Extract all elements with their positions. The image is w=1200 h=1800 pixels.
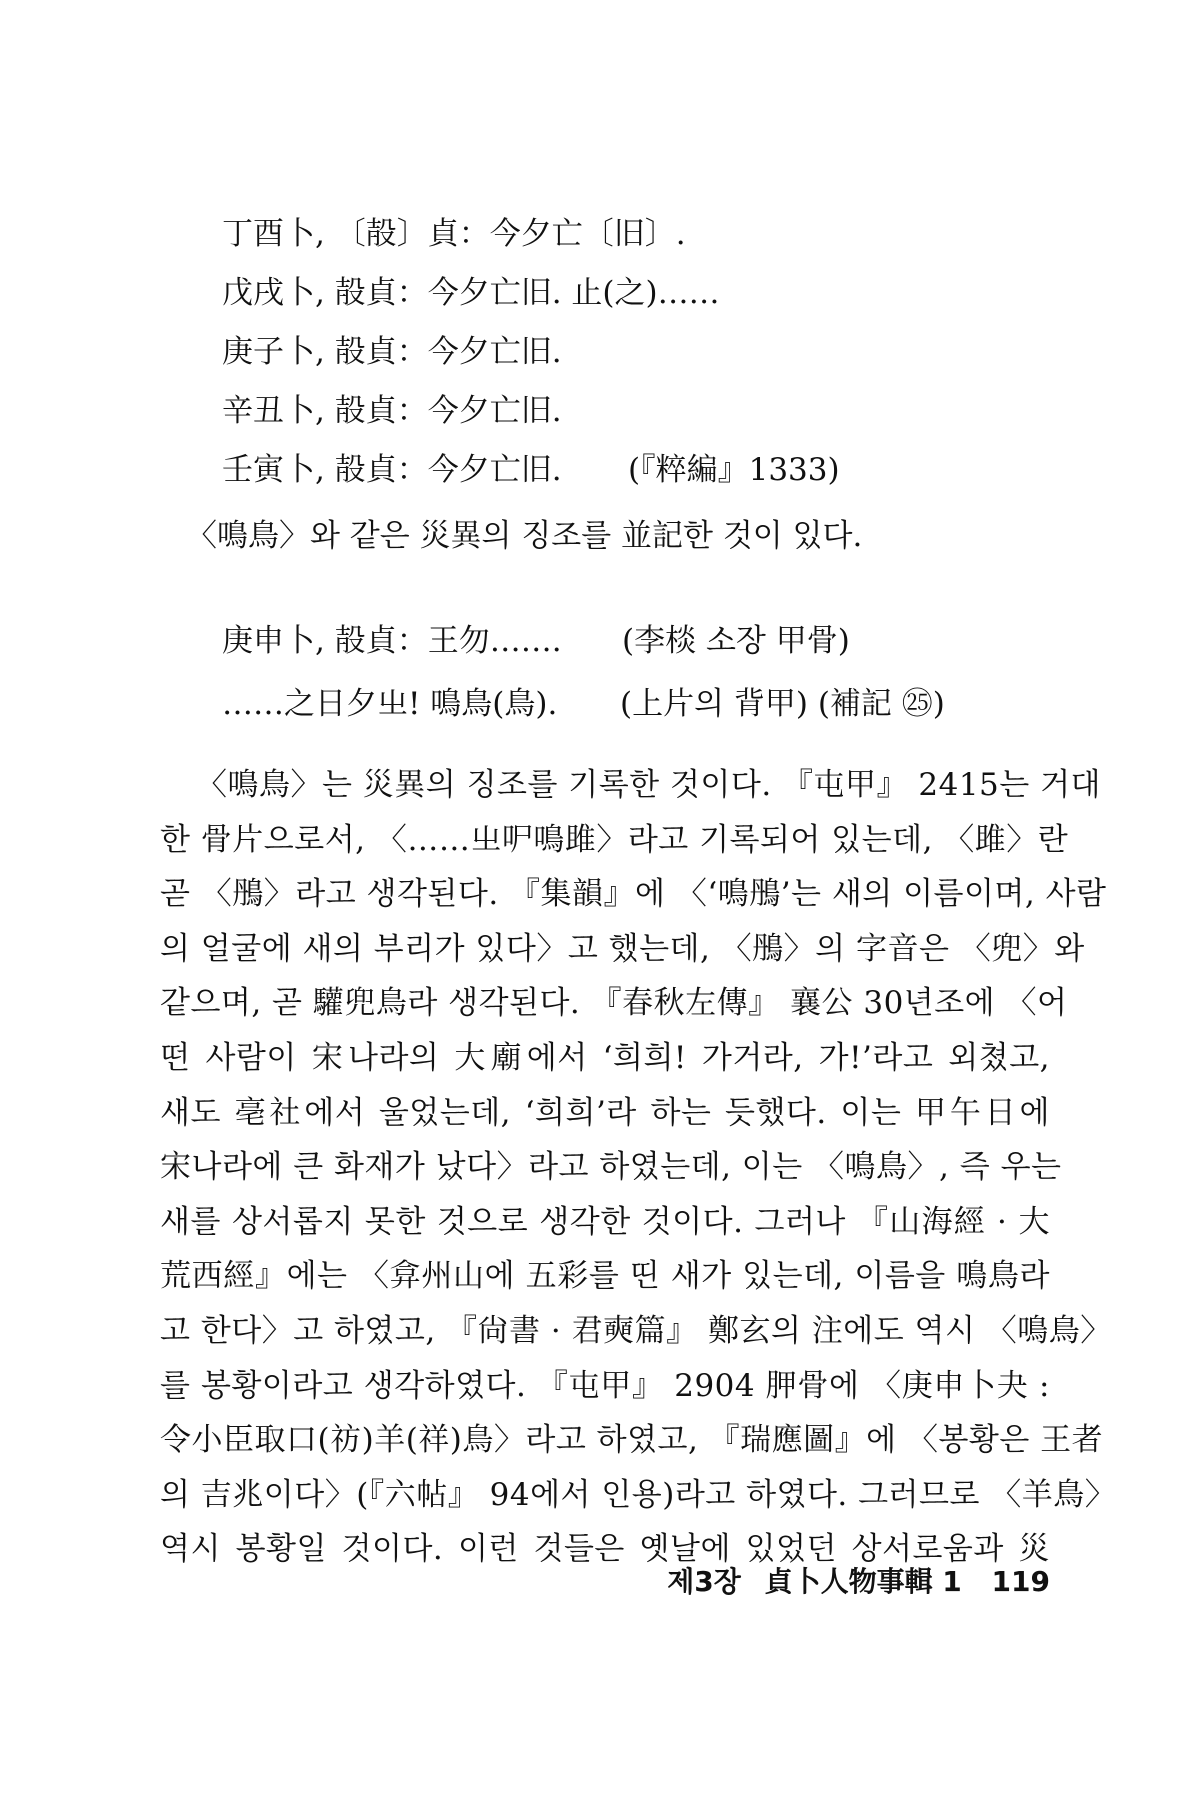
inscription-line: [222, 323, 1022, 382]
inscription-text: 辛丑卜, 㱿貞：今夕亡旧.: [222, 393, 562, 429]
footer-chapter: 제3장: [667, 1565, 741, 1598]
paragraph-line: 荒西經』에는 〈弇州山에 五彩를 띤 새가 있는데, 이름을 鳴鳥라: [160, 1258, 1050, 1295]
inscription-block-1: [222, 205, 1022, 500]
inscription-text: 丁酉卜, 〔㱿〕貞：今夕亡〔旧〕.: [222, 216, 686, 252]
paragraph-line: 宋나라에 큰 화재가 났다〉라고 하였는데, 이는 〈鳴鳥〉, 즉 우는: [160, 1149, 1062, 1186]
inscription-block-2: [222, 610, 1022, 736]
inscription-source: (李棪 소장 甲骨): [622, 623, 850, 659]
intro-sentence: 〈鳴鳥〉와 같은 災異의 징조를 並記한 것이 있다.: [186, 518, 863, 554]
inscription-text: ……之日夕㞢! 鳴鳥(鳥).: [222, 686, 558, 722]
page-footer: [653, 1560, 1050, 1600]
inscription-line: [222, 382, 1022, 441]
paragraph-line: 역시 봉황일 것이다. 이런 것들은 옛날에 있었던 상서로움과 災: [160, 1531, 1050, 1568]
inscription-line: [222, 673, 1022, 736]
paragraph-line: 곧 〈鴅〉라고 생각된다. 『集韻』에 〈‘鳴鴅’는 새의 이름이며, 사람: [160, 876, 1107, 913]
inscription-line: [222, 264, 1022, 323]
paragraph-line: 의 吉兆이다〉(『六帖』 94에서 인용)라고 하였다. 그러므로 〈羊鳥〉: [160, 1476, 1117, 1513]
inscription-line: [222, 441, 1022, 500]
paragraph-line: 를 봉황이라고 생각하였다. 『屯甲』 2904 胛骨에 〈庚申卜夬 :: [160, 1367, 1050, 1404]
paragraph-line: 令小臣取口(祊)羊(祥)鳥〉라고 하였고, 『瑞應圖』에 〈봉황은 王者: [160, 1422, 1104, 1459]
paragraph-line: 같으며, 곧 驩兜鳥라 생각된다. 『春秋左傳』 襄公 30년조에 〈어: [160, 985, 1068, 1022]
page-number: 119: [991, 1565, 1050, 1598]
inscription-line: [222, 205, 1022, 264]
footer-title: 貞卜人物事輯 1: [764, 1565, 962, 1598]
paragraph-line: 새를 상서롭지 못한 것으로 생각한 것이다. 그러나 『山海經 · 大: [160, 1203, 1050, 1240]
inscription-text: 戊戌卜, 㱿貞：今夕亡旧. 止(之)……: [222, 275, 720, 311]
inscription-source: (上片의 背甲) (補記 ㉕): [620, 686, 945, 722]
paragraph-line: 떤 사람이 宋나라의 大廟에서 ‘희희! 가거라, 가!’라고 외쳤고,: [160, 1039, 1050, 1076]
inscription-text: 庚申卜, 㱿貞：王勿…….: [222, 623, 562, 659]
paragraph-line: 새도 亳社에서 울었는데, ‘희희’라 하는 듯했다. 이는 甲午日에: [160, 1094, 1050, 1131]
inscription-text: 壬寅卜, 㱿貞：今夕亡旧.: [222, 452, 562, 488]
paragraph-line: 의 얼굴에 새의 부리가 있다〉고 했는데, 〈鴅〉의 字音은 〈兜〉와: [160, 930, 1085, 967]
inscription-line: [222, 610, 1022, 673]
paragraph-line: 〈鳴鳥〉는 災異의 징조를 기록한 것이다. 『屯甲』 2415는 거대: [196, 767, 1101, 803]
paragraph-line: 한 骨片으로서, 〈……㞢㕧鳴雎〉라고 기록되어 있는데, 〈雎〉란: [160, 821, 1069, 858]
paragraph-line: 고 한다〉고 하였고, 『尙書 · 君奭篇』 鄭玄의 注에도 역시 〈鳴鳥〉: [160, 1312, 1112, 1349]
inscription-source: (『粹編』1333): [628, 452, 840, 488]
inscription-text: 庚子卜, 㱿貞：今夕亡旧.: [222, 334, 562, 370]
body-paragraph: [160, 758, 1117, 1577]
